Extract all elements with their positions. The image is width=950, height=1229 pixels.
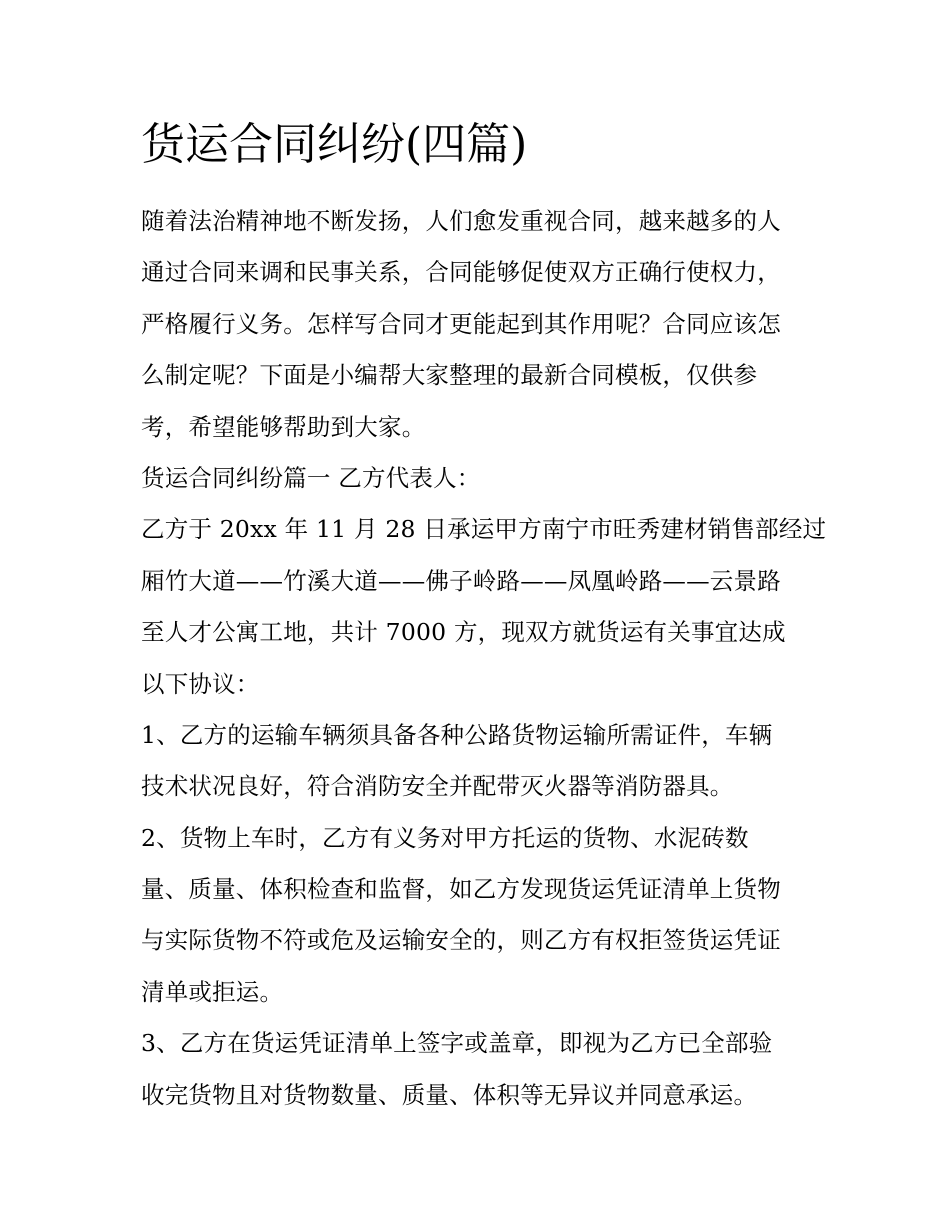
body-line: 随着法治精神地不断发扬，人们愈发重视合同，越来越多的人 bbox=[141, 207, 781, 235]
body-line: 乙方于 20xx 年 11 月 28 日承运甲方南宁市旺秀建材销售部经过 bbox=[141, 515, 827, 544]
clause-line: 2、货物上车时，乙方有义务对甲方托运的货物、水泥砖数 bbox=[141, 823, 749, 852]
document-body bbox=[141, 196, 827, 1121]
body-line: 通过合同来调和民事关系，合同能够促使双方正确行使权力， bbox=[141, 258, 781, 287]
clause-line: 3、乙方在货运凭证清单上签字或盖章，即视为乙方已全部验 bbox=[141, 1029, 773, 1058]
clause-line: 清单或拒运。 bbox=[141, 977, 284, 1006]
body-line: 么制定呢？下面是小编帮大家整理的最新合同模板，仅供参 bbox=[141, 361, 758, 390]
clause-line: 1、乙方的运输车辆须具备各种公路货物运输所需证件，车辆 bbox=[141, 720, 773, 749]
document-title: 货运合同纠纷(四篇) bbox=[141, 119, 528, 170]
section-heading: 货运合同纠纷篇一 乙方代表人： bbox=[141, 463, 481, 492]
body-line: 至人才公寓工地，共计 7000 方，现双方就货运有关事宜达成 bbox=[141, 618, 786, 647]
body-line: 以下协议： bbox=[141, 669, 260, 698]
body-line: 厢竹大道——竹溪大道——佛子岭路——凤凰岭路——云景路 bbox=[141, 566, 781, 595]
body-line: 考，希望能够帮助到大家。 bbox=[141, 412, 426, 441]
clause-line: 收完货物且对货物数量、质量、体积等无异议并同意承运。 bbox=[141, 1080, 758, 1109]
clause-line: 与实际货物不符或危及运输安全的，则乙方有权拒签货运凭证 bbox=[141, 926, 781, 955]
clause-line: 技术状况良好，符合消防安全并配带灭火器等消防器具。 bbox=[141, 772, 734, 801]
clause-line: 量、质量、体积检查和监督，如乙方发现货运凭证清单上货物 bbox=[141, 875, 781, 904]
body-line: 严格履行义务。怎样写合同才更能起到其作用呢？合同应该怎 bbox=[141, 309, 781, 338]
